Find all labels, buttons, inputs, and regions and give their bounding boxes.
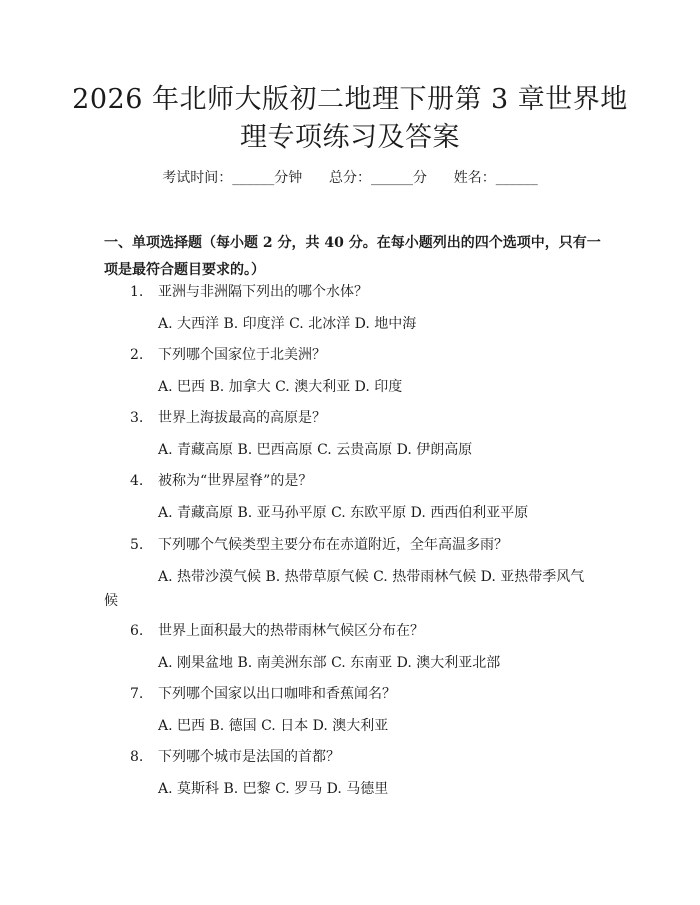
question-2 — [130, 345, 326, 365]
question-text: 下列哪个气候类型主要分布在赤道附近，全年高温多雨？ — [158, 537, 508, 553]
options-text: A. 热带沙漠气候 B. 热带草原气候 C. 热带雨林气候 D. 亚热带季风气 — [158, 569, 585, 585]
question-5 — [130, 535, 508, 555]
question-4 — [130, 471, 312, 491]
question-7-options: A. 巴西 B. 德国 C. 日本 D. 澳大利亚 — [158, 718, 389, 734]
question-text: 下列哪个国家位于北美洲？ — [158, 347, 326, 363]
question-number: 5. — [130, 537, 144, 553]
question-2-options: A. 巴西 B. 加拿大 C. 澳大利亚 D. 印度 — [158, 379, 403, 395]
question-8 — [130, 747, 340, 767]
question-text: 世界上海拔最高的高原是？ — [158, 410, 326, 426]
question-text: 下列哪个城市是法国的首都？ — [158, 749, 340, 765]
question-text: 亚洲与非洲隔下列出的哪个水体？ — [158, 284, 368, 300]
question-number: 7. — [130, 686, 144, 702]
question-text: 下列哪个国家以出口咖啡和香蕉闻名？ — [158, 686, 396, 702]
options-text-continued: 候 — [104, 593, 118, 609]
question-number: 6. — [130, 623, 144, 639]
question-5-options — [104, 567, 598, 609]
question-text: 世界上面积最大的热带雨林气候区分布在？ — [158, 623, 424, 639]
question-1 — [130, 282, 368, 302]
question-number: 1. — [130, 284, 144, 300]
question-number: 4. — [130, 473, 144, 489]
question-7 — [130, 684, 396, 704]
question-8-options: A. 莫斯科 B. 巴黎 C. 罗马 D. 马德里 — [158, 781, 389, 797]
question-number: 3. — [130, 410, 144, 426]
question-3 — [130, 408, 326, 428]
section-heading: 一、单项选择题（每小题 2 分，共 40 分。在每小题列出的四个选项中，只有一项是最符合题目要求的。） — [104, 235, 601, 278]
question-number: 2. — [130, 347, 144, 363]
question-3-options: A. 青藏高原 B. 巴西高原 C. 云贵高原 D. 伊朗高原 — [158, 442, 473, 458]
question-6-options: A. 刚果盆地 B. 南美洲东部 C. 东南亚 D. 澳大利亚北部 — [158, 655, 501, 671]
exam-meta-line: 考试时间：______分钟 总分：______分 姓名：______ — [162, 170, 538, 186]
question-4-options: A. 青藏高原 B. 亚马孙平原 C. 东欧平原 D. 西西伯利亚平原 — [158, 505, 529, 521]
question-text: 被称为“世界屋脊”的是？ — [158, 473, 313, 489]
page-title-line-1: 2026 年北师大版初二地理下册第 3 章世界地 — [72, 84, 628, 115]
question-1-options: A. 大西洋 B. 印度洋 C. 北冰洋 D. 地中海 — [158, 316, 417, 332]
page-title-line-2: 理专项练习及答案 — [240, 122, 460, 153]
question-6 — [130, 621, 424, 641]
question-number: 8. — [130, 749, 144, 765]
